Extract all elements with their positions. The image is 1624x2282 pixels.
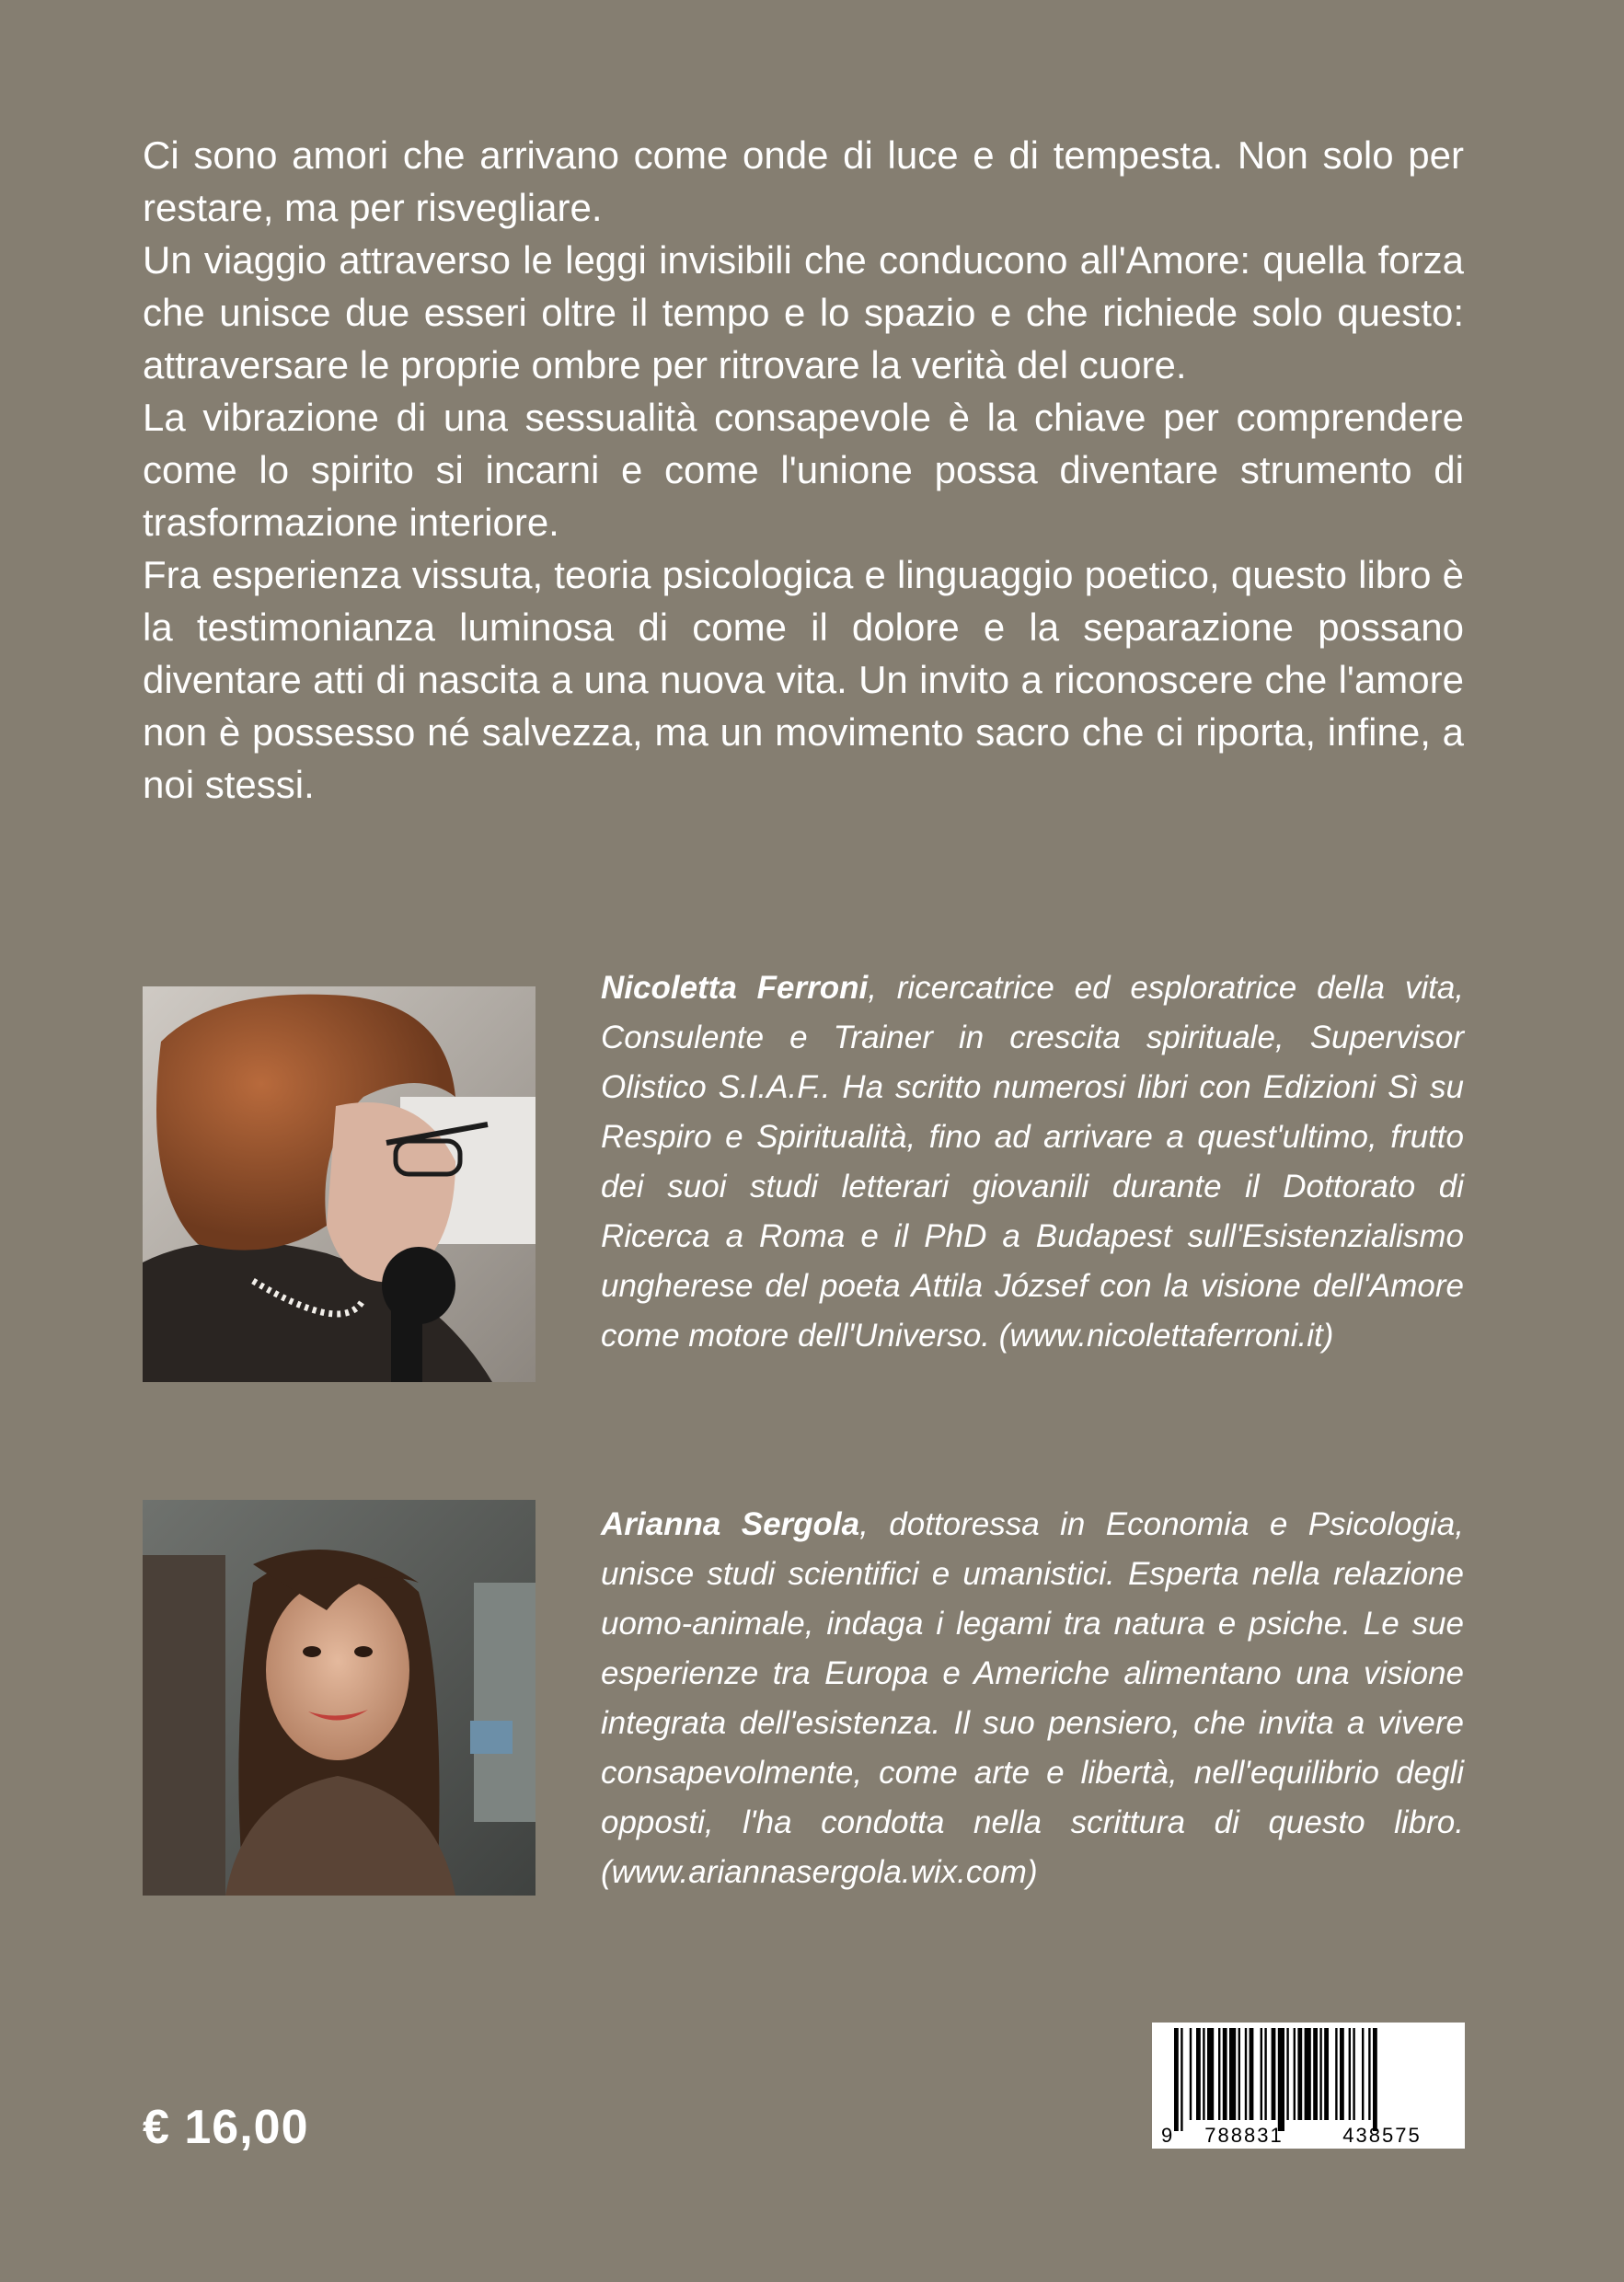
author-arianna-sergola <box>143 1500 1464 1896</box>
barcode-bar <box>1174 2028 1179 2131</box>
barcode-bar <box>1305 2028 1311 2120</box>
barcode-bar <box>1264 2028 1266 2120</box>
blurb-paragraph: Fra esperienza vissuta, teoria psicologica e linguaggio poetico, questo libro è la testimonianza luminosa di come il dolore e la separazione possano diventare atti di nascita a una nuova vita. Un invito a riconoscere che l'amore non è possesso né salvezza, ma un movimento sacro che ci riporta, infine, a noi stessi. <box>143 553 1464 806</box>
barcode-bar <box>1335 2028 1337 2120</box>
barcode-bar <box>1196 2028 1201 2120</box>
author-bio <box>601 963 1464 1361</box>
barcode-bar <box>1297 2028 1302 2120</box>
author-photo-nicoletta-ferroni <box>143 986 536 1382</box>
author-name: Nicoletta Ferroni <box>601 970 869 1006</box>
barcode-bar <box>1294 2028 1296 2120</box>
barcode-bar <box>1373 2028 1377 2131</box>
author-bio-text: , dottoressa in Economia e Psicologia, unisce studi scientifici e umanistici. Esperta nella relazione uomo-animale, indaga i legami tra natura e psiche. Le sue esperienze tra Europa e Americhe alimentano una visione integrata dell'esistenza. Il suo pensiero, che invita a vivere consapevolmente, come arte e libertà, nell'equilibrio degli opposti, l'ha condotta nella scrittura di questo libro. (www.ariannasergola.wix.com) <box>601 1506 1464 1890</box>
author-bio-text: , ricercatrice ed esploratrice della vita, Consulente e Trainer in crescita spirituale, Supervisor Olistico S.I.A.F.. Ha scritto numerosi libri con Edizioni Sì su Respiro e Spiritualità, fino ad arrivare a quest'ultimo, frutto dei suoi studi letterari giovanili durante il Dottorato di Ricerca a Roma e il PhD a Budapest sull'Esistenzialismo ungherese del poeta Attila József con la visione dell'Amore come motore dell'Universo. (www.nicolettaferroni.it) <box>601 970 1465 1354</box>
blurb-paragraph: Un viaggio attraverso le leggi invisibili che conducono all'Amore: quella forza che unisce due esseri oltre il tempo e lo spazio e che richiede solo questo: attraversare le proprie ombre per ritrovare la verità del cuore. <box>143 238 1464 386</box>
barcode-bar <box>1286 2028 1288 2120</box>
barcode-bar <box>1261 2028 1262 2120</box>
barcode-bar <box>1223 2028 1227 2120</box>
barcode-bar <box>1349 2028 1351 2120</box>
barcode-bar <box>1319 2028 1321 2120</box>
barcode-bar <box>1368 2028 1370 2120</box>
barcode-digit-first: 9 <box>1161 2124 1173 2147</box>
barcode-digits-left: 788831 <box>1204 2124 1284 2147</box>
author-nicoletta-ferroni <box>143 963 1464 1359</box>
back-cover-blurb <box>143 129 1464 811</box>
barcode-bar <box>1218 2028 1220 2120</box>
author-photo-arianna-sergola <box>143 1500 536 1896</box>
barcode-bar <box>1229 2028 1236 2120</box>
barcode-bar <box>1245 2028 1247 2120</box>
barcode-bar <box>1190 2028 1192 2120</box>
barcode-bar <box>1250 2028 1254 2120</box>
author-name: Arianna Sergola <box>601 1506 860 1542</box>
barcode-bar <box>1353 2028 1354 2120</box>
isbn-barcode <box>1152 2023 1465 2149</box>
barcode-bar <box>1313 2028 1318 2120</box>
barcode-digits-right: 438575 <box>1342 2124 1422 2147</box>
barcode-bar <box>1203 2028 1204 2120</box>
price-label: € 16,00 <box>143 2101 309 2154</box>
barcode-bar <box>1362 2028 1364 2120</box>
blurb-paragraph: La vibrazione di una sessualità consapevole è la chiave per comprendere come lo spirito si incarni e come l'unione possa diventare strumento di trasformazione interiore. <box>143 396 1464 544</box>
blurb-paragraph: Ci sono amori che arrivano come onde di luce e di tempesta. Non solo per restare, ma per risvegliare. <box>143 133 1464 229</box>
barcode-bar <box>1207 2028 1214 2120</box>
author-bio <box>601 1500 1464 1897</box>
barcode-bar <box>1238 2028 1240 2120</box>
barcode-bar <box>1278 2028 1284 2131</box>
barcode-bar <box>1272 2028 1276 2120</box>
barcode-bar <box>1340 2028 1344 2120</box>
barcode-bar <box>1181 2028 1182 2131</box>
barcode-bar <box>1324 2028 1329 2120</box>
